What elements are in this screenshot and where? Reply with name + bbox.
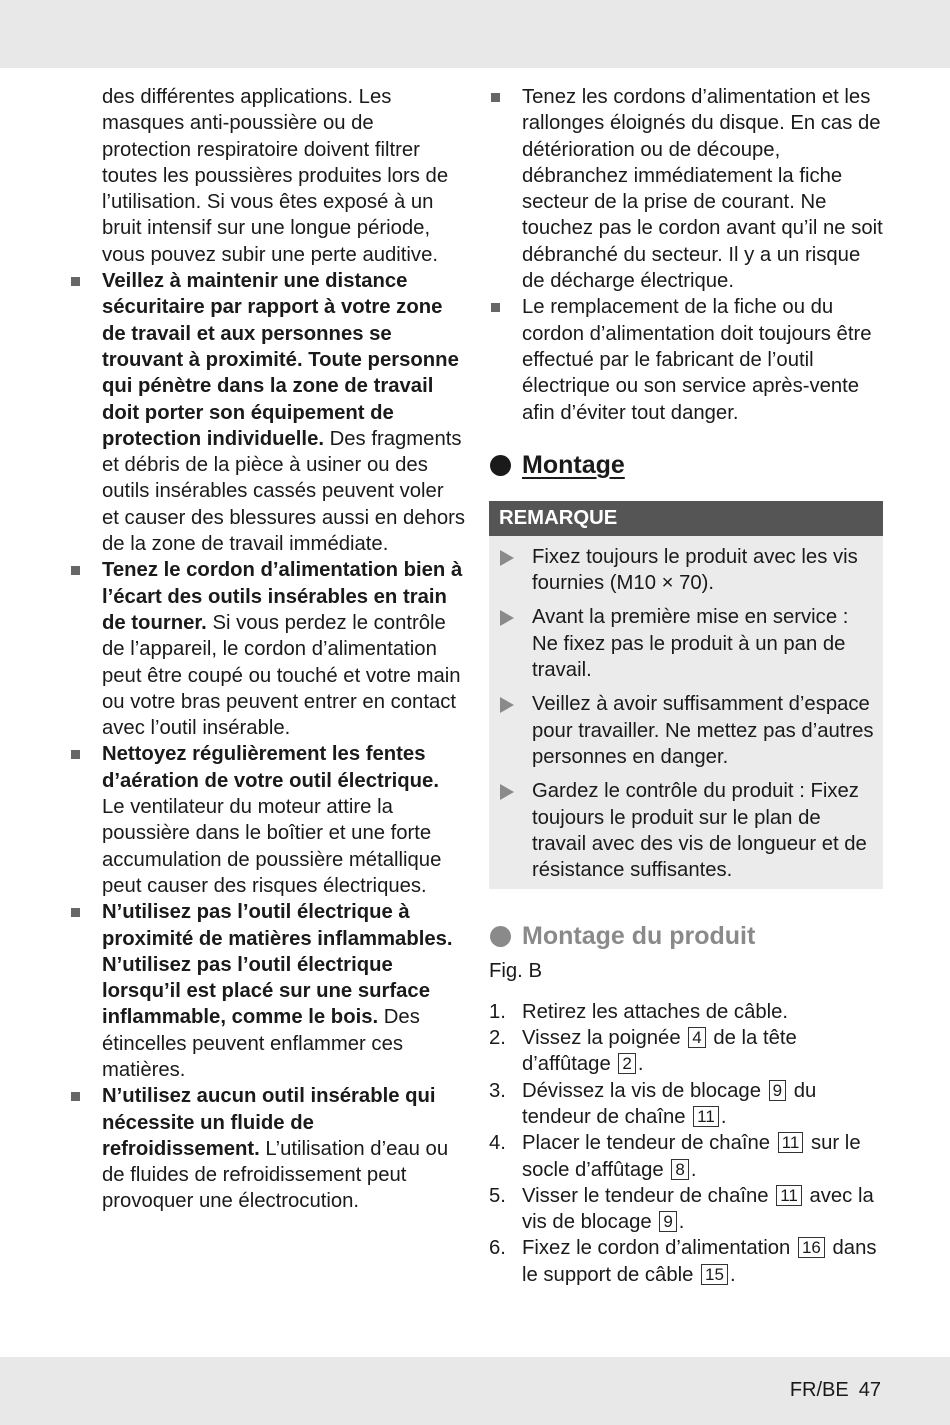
part-number-box: 9 [659, 1211, 676, 1232]
footer-band [0, 1357, 950, 1425]
triangle-bullet-icon [500, 784, 514, 800]
part-number-box: 16 [798, 1237, 825, 1258]
footer-language: FR/BE [789, 1379, 849, 1401]
part-number-box: 15 [701, 1264, 728, 1285]
square-bullet-icon [491, 93, 500, 102]
item-bold-text: Tenez le cordon d’alimentation bien à l’écart des outils insérables en train de tourner. [102, 559, 463, 634]
item-text: Le remplacement de la fiche ou du cordon d’alimentation doit toujours être effectué par le fabricant de l’outil électrique ou son service après-vente afin d’éviter tout danger. [522, 296, 872, 424]
note-item-text: Avant la première mise en service : Ne fixez pas le produit à un pan de travail. [532, 606, 849, 682]
subsection-title: Montage du produit [522, 922, 756, 951]
part-number-box: 4 [688, 1027, 705, 1048]
intro-paragraph: des différentes applications. Les masques anti-poussière ou de protection respiratoire doivent filtrer toutes les poussières produites lors de l’utilisation. Si vous êtes exposé à un bruit intensif sur une longue période, vous pouvez subir une perte auditive. [102, 86, 449, 266]
step-text: Fixez le cordon d’alimentation [522, 1237, 791, 1260]
list-item [489, 84, 883, 294]
step-number: 3. [489, 1079, 506, 1102]
page-number: 47 [858, 1379, 881, 1401]
header-band [0, 0, 950, 68]
left-column [69, 84, 465, 1215]
step-text: . [690, 1158, 697, 1181]
step-text: Dévissez la vis de blocage [522, 1079, 761, 1102]
step-text: sur le socle d’affûtage [522, 1132, 861, 1181]
step-text: . [678, 1211, 685, 1234]
item-text: Si vous perdez le contrôle de l’appareil, le cordon d’alimentation peut être coupé ou touché et votre main ou votre bras peuvent entrer en contact avec l’outil insérable. [102, 611, 461, 740]
square-bullet-icon [491, 303, 500, 312]
step-number: 1. [489, 1000, 506, 1023]
circle-bullet-icon [490, 455, 511, 476]
step-number: 5. [489, 1184, 506, 1207]
item-text: Des étincelles peuvent enflammer ces matières. [102, 1006, 420, 1081]
step-text: de la tête d’affûtage [522, 1027, 797, 1076]
figure-reference: Fig. B [489, 960, 542, 983]
right-column [489, 84, 883, 1288]
part-number-box: 11 [693, 1106, 719, 1127]
step-item [489, 1130, 883, 1183]
note-item [489, 604, 883, 683]
list-item [69, 268, 465, 557]
triangle-bullet-icon [500, 610, 514, 626]
step-text: . [729, 1263, 736, 1286]
square-bullet-icon [71, 1092, 80, 1101]
list-item [69, 1083, 465, 1214]
square-bullet-icon [71, 566, 80, 575]
step-number: 4. [489, 1132, 506, 1155]
step-number: 2. [489, 1027, 506, 1050]
step-text: Vissez la poignée [522, 1027, 681, 1050]
triangle-bullet-icon [500, 697, 514, 713]
section-title: Montage [522, 450, 625, 479]
list-item [69, 741, 465, 899]
part-number-box: 2 [618, 1053, 635, 1074]
item-bold-text: Nettoyez régulièrement les fentes d’aération de votre outil électrique. [102, 743, 439, 792]
item-bold-text: N’utilisez pas l’outil électrique à proximité de matières inflammables. N’utilisez pas l’outil électrique lorsqu’il est placé sur une surface inflammable, comme le bois. [102, 901, 453, 1029]
square-bullet-icon [71, 277, 80, 286]
note-item [489, 778, 883, 883]
step-number: 6. [489, 1237, 506, 1260]
step-text: du tendeur de chaîne [522, 1079, 817, 1128]
step-text: dans le support de câble [522, 1237, 877, 1286]
step-text: avec la vis de blocage [522, 1184, 874, 1234]
step-item [489, 1078, 883, 1131]
triangle-bullet-icon [500, 550, 514, 566]
part-number-box: 8 [671, 1159, 688, 1180]
part-number-box: 11 [776, 1185, 802, 1206]
note-item-text: Veillez à avoir suffisamment d’espace pour travailler. Ne mettez pas d’autres personnes en danger. [532, 693, 874, 768]
step-item [489, 1235, 883, 1288]
page-footer [790, 1379, 881, 1402]
square-bullet-icon [71, 750, 80, 759]
step-text: Visser le tendeur de chaîne [522, 1184, 769, 1207]
item-bold-text: N’utilisez aucun outil insérable qui nécessite un fluide de refroidissement. [102, 1085, 436, 1160]
note-item-text: Gardez le contrôle du produit : Fixez toujours le produit sur le plan de travail avec des vis de longueur et de résistance suffisantes. [532, 780, 867, 882]
list-item [69, 899, 465, 1083]
step-text: Retirez les attaches de câble. [522, 1000, 789, 1023]
list-item [69, 557, 465, 741]
item-text: Tenez les cordons d’alimentation et les rallonges éloignés du disque. En cas de détérioration ou de découpe, débranchez immédiatement la fiche secteur de la prise de courant. Ne touchez pas le cordon avant qu’il ne soit débranché du secteur. Il y a un risque de décharge électrique. [522, 86, 883, 293]
step-text: Placer le tendeur de chaîne [522, 1132, 771, 1155]
note-title: REMARQUE [489, 501, 883, 536]
step-text: . [720, 1105, 727, 1128]
item-text: L’utilisation d’eau ou de fluides de refroidissement peut provoquer une électrocution. [102, 1137, 449, 1213]
item-text: Des fragments et débris de la pièce à usiner ou des outils insérables cassés peuvent voler et causer des blessures aussi en dehors de la zone de travail immédiate. [102, 427, 466, 556]
note-item [489, 544, 883, 597]
part-number-box: 11 [778, 1132, 804, 1153]
circle-bullet-icon [490, 926, 511, 947]
note-item-text: Fixez toujours le produit avec les vis fournies (M10 × 70). [532, 545, 858, 595]
step-item [489, 1025, 883, 1078]
subsection-heading [489, 920, 883, 952]
section-heading [489, 449, 883, 481]
step-item [489, 1183, 883, 1236]
list-item [489, 294, 883, 425]
step-text: . [637, 1053, 644, 1076]
note-item [489, 691, 883, 770]
item-bold-text: Veillez à maintenir une distance sécuritaire par rapport à votre zone de travail et aux personnes se trouvant à proximité. Toute personne qui pénètre dans la zone de travail doit porter son équipement de protection individuelle. [102, 270, 459, 450]
square-bullet-icon [71, 908, 80, 917]
part-number-box: 9 [769, 1080, 786, 1101]
step-item [489, 999, 883, 1025]
item-text: Le ventilateur du moteur attire la poussière dans le boîtier et une forte accumulation de poussière métallique peut causer des risques électriques. [102, 796, 442, 897]
note-box [489, 501, 883, 890]
steps-list [489, 999, 883, 1288]
